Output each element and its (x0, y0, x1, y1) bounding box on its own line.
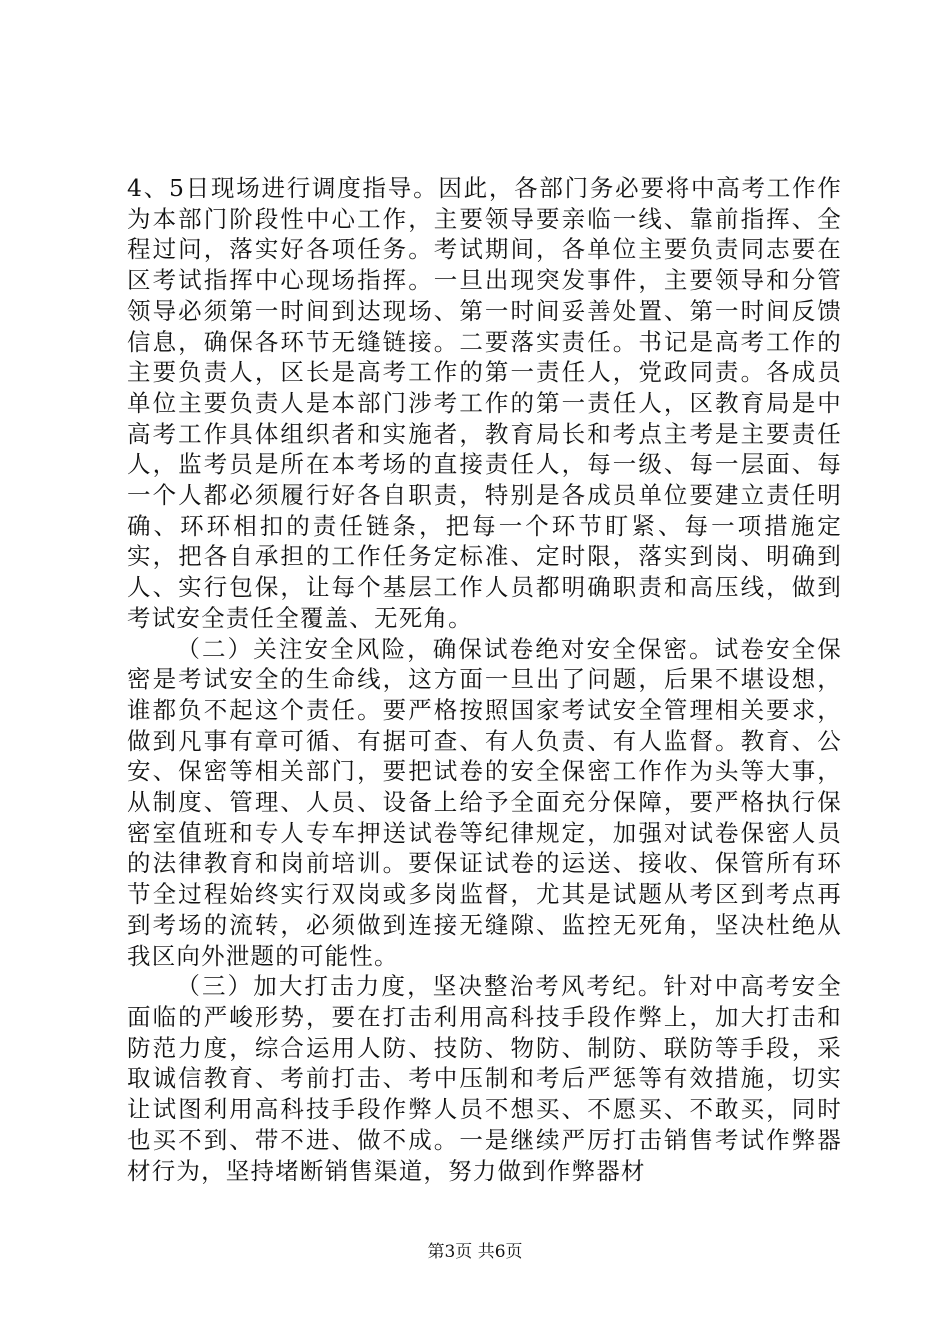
page-footer (0, 1241, 950, 1263)
paragraph-3: （三）加大打击力度，坚决整治考风考纪。针对中高考安全面临的严峻形势，要在打击利用高科技手段作弊上，加大打击和防范力度，综合运用人防、技防、物防、制防、联防等手段，采取诚信教育、考前打击、考中压制和考后严惩等有效措施，切实让试图利用高科技手段作弊人员不想买、不愿买、不敢买，同时也买不到、带不进、做不成。一是继续严厉打击销售考试作弊器材行为，坚持堵断销售渠道，努力做到作弊器材 (127, 972, 842, 1185)
document-body (127, 173, 842, 1186)
paragraph-2: （二）关注安全风险，确保试卷绝对安全保密。试卷安全保密是考试安全的生命线，这方面一旦出了问题，后果不堪设想，谁都负不起这个责任。要严格按照国家考试安全管理相关要求，做到凡事有章可循、有据可查、有人负责、有人监督。教育、公安、保密等相关部门，要把试卷的安全保密工作作为头等大事，从制度、管理、人员、设备上给予全面充分保障，要严格执行保密室值班和专人专车押送试卷等纪律规定，加强对试卷保密人员的法律教育和岗前培训。要保证试卷的运送、接收、保管所有环节全过程始终实行双岗或多岗监督，尤其是试题从考区到考点再到考场的流转，必须做到连接无缝隙、监控无死角，坚决杜绝从我区向外泄题的可能性。 (127, 634, 842, 970)
page-total: 共6页 (477, 1242, 523, 1262)
paragraph-1: 4、5日现场进行调度指导。因此，各部门务必要将中高考工作作为本部门阶段性中心工作，主要领导要亲临一线、靠前指挥、全程过问，落实好各项任务。考试期间，各单位主要负责同志要在区考试指挥中心现场指挥。一旦出现突发事件，主要领导和分管领导必须第一时间到达现场、第一时间妥善处置、第一时间反馈信息，确保各环节无缝链接。二要落实责任。书记是高考工作的主要负责人，区长是高考工作的第一责任人，党政同责。各成员单位主要负责人是本部门涉考工作的第一责任人，区教育局是中高考工作具体组织者和实施者，教育局长和考点主考是主要责任人，监考员是所在本考场的直接责任人，每一级、每一层面、每一个人都必须履行好各自职责，特别是各成员单位要建立责任明确、环环相扣的责任链条，把每一个环节盯紧、每一项措施定实，把各自承担的工作任务定标准、定时限，落实到岗、明确到人、实行包保，让每个基层工作人员都明确职责和高压线，做到考试安全责任全覆盖、无死角。 (127, 174, 842, 632)
page-number: 第3页 (427, 1242, 473, 1262)
